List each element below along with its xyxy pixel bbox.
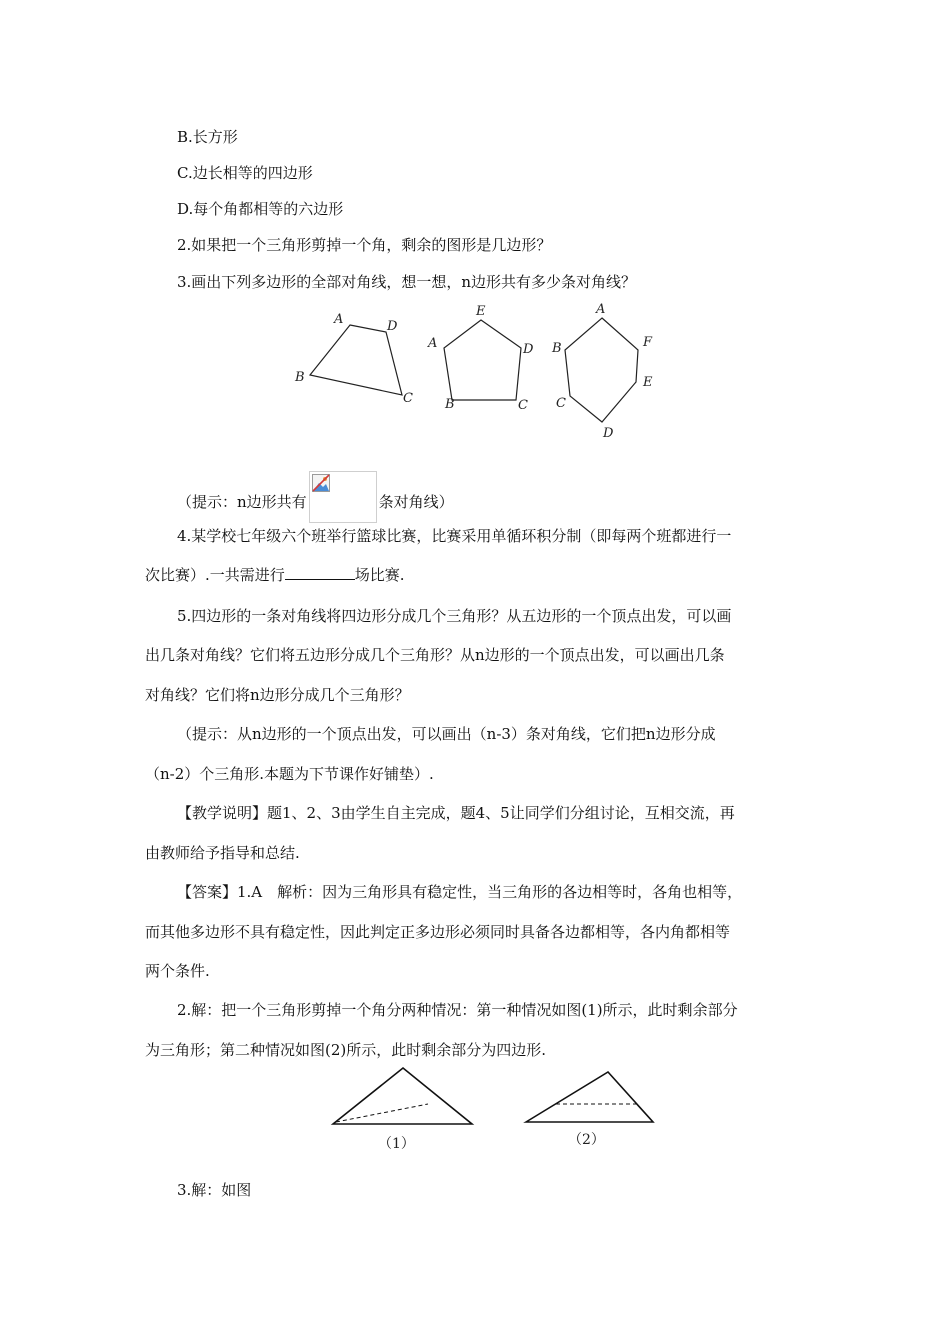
answer-line-2: 而其他多边形不具有稳定性，因此判定正多边形必须同时具备各边都相等，各内角都相等 bbox=[145, 923, 731, 941]
hex-label-d: D bbox=[603, 426, 614, 441]
answer-blank[interactable] bbox=[285, 565, 355, 580]
triangle-1-cut-line bbox=[336, 1104, 428, 1122]
hint-5-line-1: （提示：从n边形的一个顶点出发，可以画出（n-3）条对角线，它们把n边形分成 bbox=[177, 725, 716, 743]
question-3: 3.画出下列多边形的全部对角线，想一想，n边形共有多少条对角线？ bbox=[177, 273, 636, 291]
quad-label-b: B bbox=[295, 370, 305, 385]
answer-2-line-2: 为三角形；第二种情况如图(2)所示，此时剩余部分为四边形. bbox=[145, 1041, 547, 1059]
question-4-line-1: 4.某学校七年级六个班举行篮球比赛，比赛采用单循环积分制（即每两个班都进行一 bbox=[177, 527, 732, 545]
answer-line-3: 两个条件. bbox=[145, 962, 210, 980]
teaching-note-line-1: 【教学说明】题1、2、3由学生自主完成，题4、5让同学们分组讨论，互相交流，再 bbox=[177, 804, 735, 822]
quadrilateral-shape bbox=[310, 325, 402, 395]
option-c: C.边长相等的四边形 bbox=[177, 164, 313, 182]
question-5-line-3: 对角线？它们将n边形分成几个三角形？ bbox=[145, 686, 410, 704]
answer-2-line-1: 2.解：把一个三角形剪掉一个角分两种情况：第一种情况如图(1)所示，此时剩余部分 bbox=[177, 1001, 738, 1019]
pent-label-e: E bbox=[476, 304, 486, 319]
triangle-2-shape bbox=[526, 1072, 653, 1122]
formula-image-placeholder bbox=[309, 471, 377, 523]
question-4-line-2: 次比赛）.一共需进行 场比赛. bbox=[145, 566, 405, 584]
hex-label-e: E bbox=[643, 375, 653, 390]
hex-label-f: F bbox=[643, 335, 653, 350]
hex-label-b: B bbox=[552, 341, 562, 356]
quad-label-d: D bbox=[387, 319, 398, 334]
hex-label-a: A bbox=[596, 302, 606, 317]
quad-label-a: A bbox=[334, 312, 344, 327]
hint-3: （提示：n边形共有 条对角线） bbox=[177, 477, 454, 529]
pent-label-b: B bbox=[445, 397, 455, 412]
polygons-figure bbox=[290, 300, 690, 450]
option-d: D.每个角都相等的六边形 bbox=[177, 200, 344, 218]
hex-label-c: C bbox=[556, 396, 566, 411]
pent-label-a: A bbox=[428, 336, 438, 351]
pent-label-c: C bbox=[518, 398, 528, 413]
quad-label-c: C bbox=[403, 391, 413, 406]
hint-5-line-2: （n-2）个三角形.本题为下节课作好铺垫）. bbox=[145, 765, 434, 783]
hexagon-shape bbox=[565, 318, 638, 422]
question-2: 2.如果把一个三角形剪掉一个角，剩余的图形是几边形？ bbox=[177, 236, 552, 254]
question-5-line-2: 出几条对角线？它们将五边形分成几个三角形？从n边形的一个顶点出发，可以画出几条 bbox=[145, 646, 725, 664]
triangle-1-shape bbox=[333, 1068, 472, 1124]
pentagon-shape bbox=[444, 320, 521, 400]
answer-3: 3.解：如图 bbox=[177, 1181, 252, 1199]
answer-line-1: 【答案】1.A 解析：因为三角形具有稳定性，当三角形的各边相等时，各角也相等， bbox=[177, 883, 743, 901]
broken-image-icon bbox=[312, 474, 330, 492]
question-5-line-1: 5.四边形的一条对角线将四边形分成几个三角形？从五边形的一个顶点出发，可以画 bbox=[177, 607, 732, 625]
triangle-2-caption: （2） bbox=[568, 1132, 605, 1148]
option-b: B.长方形 bbox=[177, 128, 238, 146]
teaching-note-line-2: 由教师给予指导和总结. bbox=[145, 844, 300, 862]
triangle-1-caption: （1） bbox=[378, 1136, 415, 1152]
triangles-figure bbox=[328, 1066, 668, 1156]
pent-label-d: D bbox=[523, 342, 534, 357]
